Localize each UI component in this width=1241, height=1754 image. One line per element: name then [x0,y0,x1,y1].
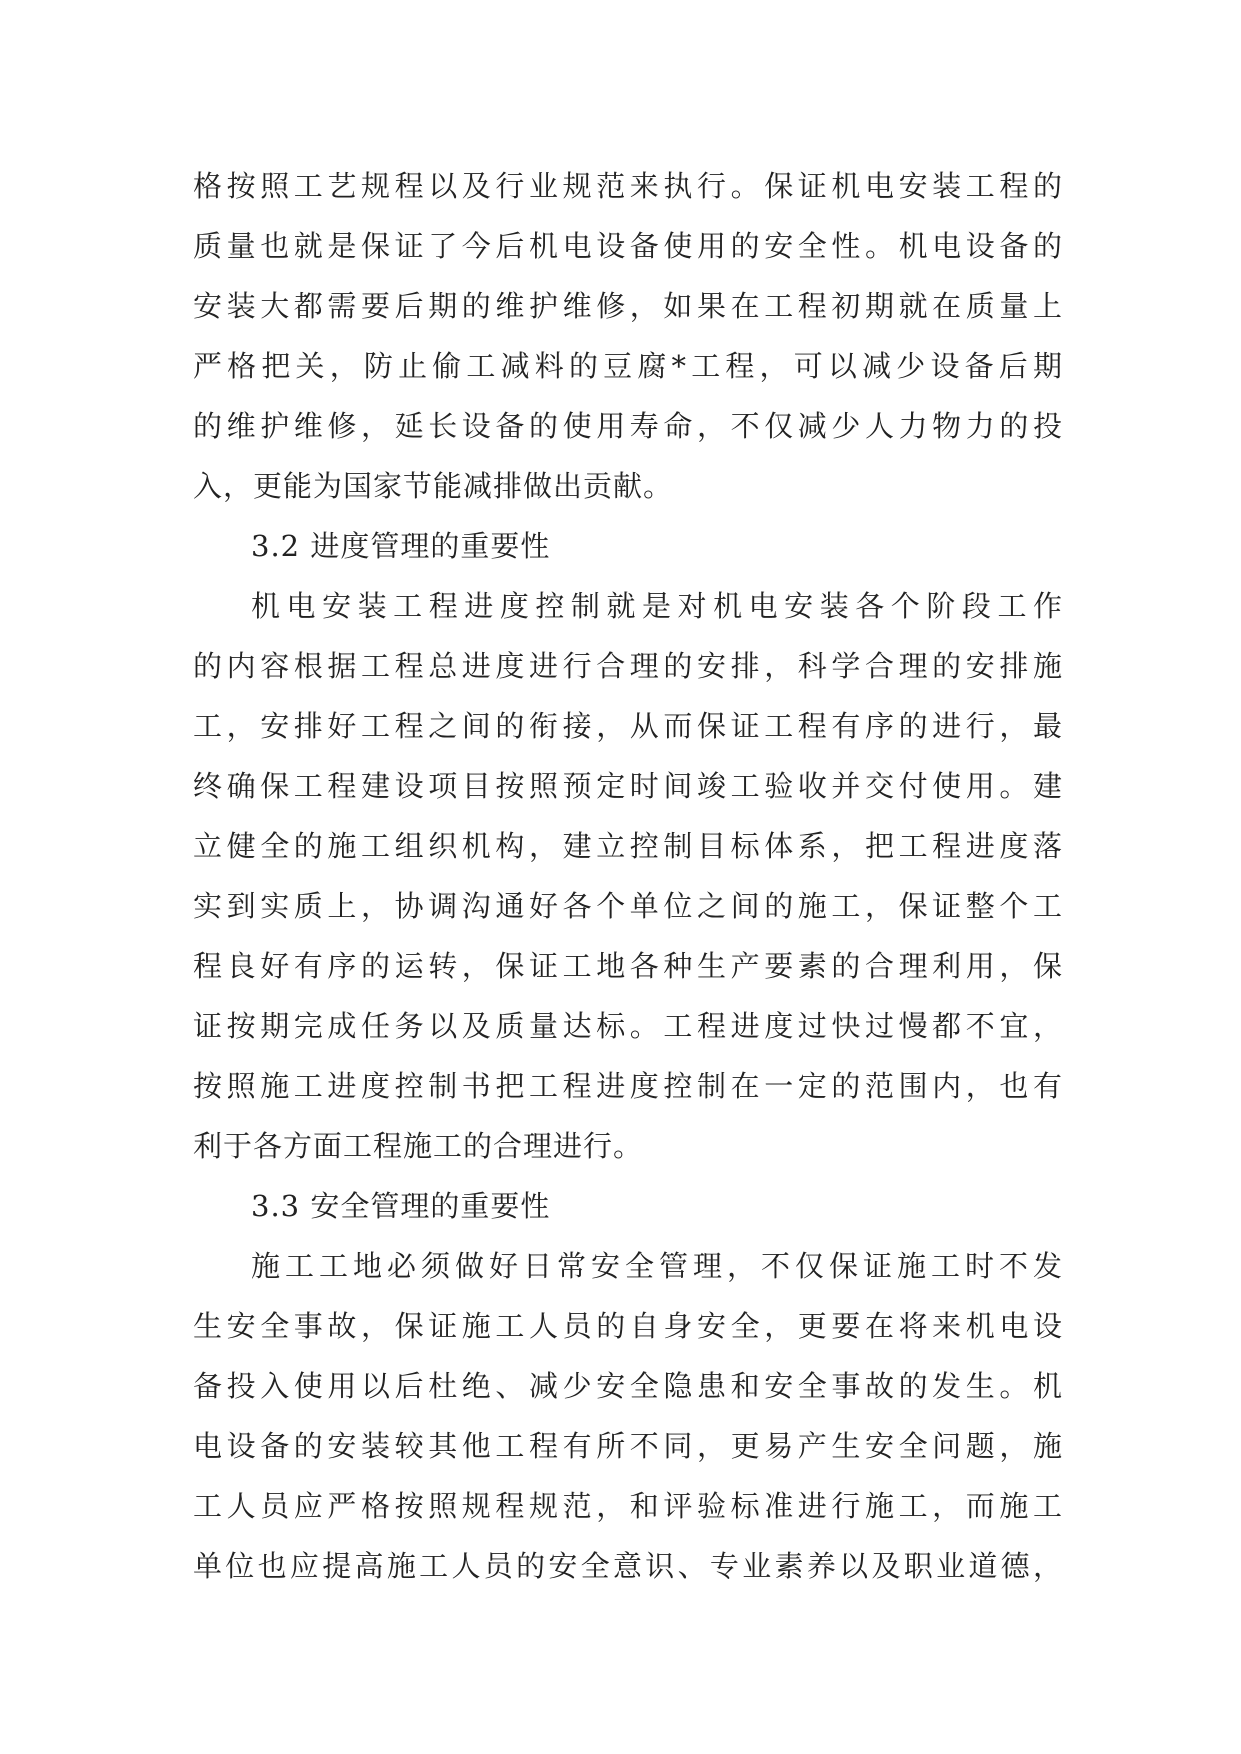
text-line: 的维护维修，延长设备的使用寿命，不仅减少人力物力的投 [193,409,1063,443]
text-line: 格按照工艺规程以及行业规范来执行。保证机电安装工程的 [193,169,1063,203]
text-line: 备投入使用以后杜绝、减少安全隐患和安全事故的发生。机 [193,1369,1063,1403]
text-line: 工人员应严格按照规程规范，和评验标准进行施工，而施工 [193,1489,1063,1523]
text-line: 终确保工程建设项目按照预定时间竣工验收并交付使用。建 [193,769,1063,803]
text-line: 严格把关，防止偷工减料的豆腐*工程，可以减少设备后期 [193,349,1063,383]
paragraph-quality-continued [193,156,1063,516]
text-line: 生安全事故，保证施工人员的自身安全，更要在将来机电设 [193,1309,1063,1343]
text-line: 质量也就是保证了今后机电设备使用的安全性。机电设备的 [193,229,1063,263]
section-heading-3-3: 3.3 安全管理的重要性 [251,1189,551,1223]
text-line: 入，更能为国家节能减排做出贡献。 [193,469,674,503]
text-line: 证按期完成任务以及质量达标。工程进度过快过慢都不宜， [193,1009,1063,1043]
text-line: 按照施工进度控制书把工程进度控制在一定的范围内，也有 [193,1069,1063,1103]
text-line: 工，安排好工程之间的衔接，从而保证工程有序的进行，最 [193,709,1063,743]
text-line: 施工工地必须做好日常安全管理，不仅保证施工时不发 [251,1249,1063,1283]
text-line: 的内容根据工程总进度进行合理的安排，科学合理的安排施 [193,649,1063,683]
text-line: 程良好有序的运转，保证工地各种生产要素的合理利用，保 [193,949,1063,983]
paragraph-schedule-management [193,576,1063,1176]
text-line: 立健全的施工组织机构，建立控制目标体系，把工程进度落 [193,829,1063,863]
text-line: 机电安装工程进度控制就是对机电安装各个阶段工作 [251,589,1063,623]
text-line: 利于各方面工程施工的合理进行。 [193,1129,644,1163]
text-line: 实到实质上，协调沟通好各个单位之间的施工，保证整个工 [193,889,1063,923]
text-line: 电设备的安装较其他工程有所不同，更易产生安全问题，施 [193,1429,1063,1463]
text-line: 安装大都需要后期的维护维修，如果在工程初期就在质量上 [193,289,1063,323]
document-body [193,156,1063,1596]
text-line: 单位也应提高施工人员的安全意识、专业素养以及职业道德， [193,1549,1063,1583]
section-heading-3-2: 3.2 进度管理的重要性 [251,529,551,563]
paragraph-safety-management [193,1236,1063,1596]
